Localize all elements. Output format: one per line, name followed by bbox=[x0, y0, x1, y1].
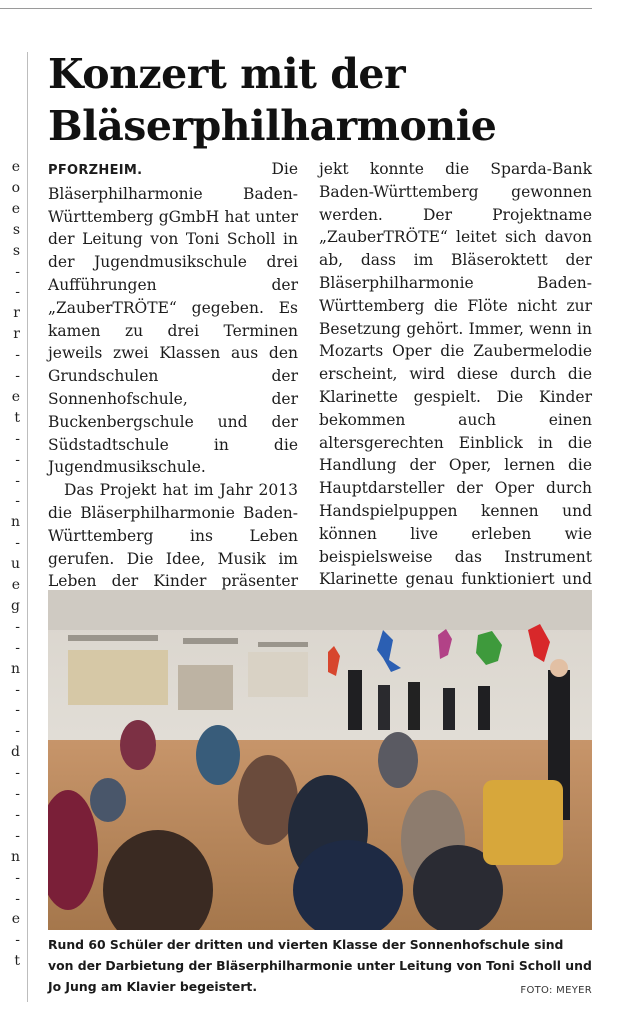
neighbor-fragment: - bbox=[15, 451, 20, 468]
paragraph-2: Das Projekt hat im Jahr 2013 die Bläserphilharmonie Baden-Württemberg ins Leben gerufen. Die Idee, Musik im Leben der Kinder präsenter bbox=[48, 481, 298, 591]
neighbor-fragment: - bbox=[15, 347, 20, 364]
neighbor-fragment: d bbox=[11, 744, 20, 761]
photo-caption: Rund 60 Schüler der dritten und vierten Klasse der Sonnenhofschule sind von der Darbietung der Bläserphilharmonie unter Leitung von Toni Scholl und Jo Jung am Klavier begeistert. bbox=[48, 937, 592, 994]
body-column-2 bbox=[319, 158, 592, 614]
neighbor-fragment: - bbox=[15, 618, 20, 635]
neighbor-fragment: - bbox=[15, 535, 20, 552]
neighbor-fragment: - bbox=[15, 827, 20, 844]
neighbor-fragment: - bbox=[15, 932, 20, 949]
neighbor-fragment: - bbox=[15, 263, 20, 280]
neighbor-fragment: - bbox=[15, 493, 20, 510]
neighbor-fragment: - bbox=[15, 368, 20, 384]
neighbor-fragment: - bbox=[15, 806, 20, 823]
neighbor-fragment: e bbox=[11, 577, 20, 593]
paragraph-3-text: jekt konnte die Sparda-Bank Baden-Württemberg gewonnen werden. Der Projektname „ZauberTRÖTE“ leitet sich davon ab, dass im Bläseroktett der Bläserphilharmonie Baden-Württemberg die Flöte nicht zur Besetzung gehört. Immer, wenn in Mozarts Oper die Zaubermelodie erscheint, wird diese durch die Klarinette gespielt. Die Kinder bekommen auch einen altersgerechten Einblick in die Handlung der Oper, lernen die Hauptdarsteller der Oper durch Handspielpuppen kennen und können live erleben wie beispielsweise das Instrument Klarinette genau funktioniert und bbox=[319, 160, 592, 589]
neighbor-fragment: n bbox=[10, 848, 20, 865]
column-divider bbox=[27, 52, 28, 1002]
neighbor-fragment: t bbox=[14, 953, 20, 970]
paragraph-3 bbox=[319, 158, 592, 614]
body-column-1 bbox=[48, 158, 298, 662]
neighbor-fragment: g bbox=[11, 597, 20, 614]
neighbor-fragment: n bbox=[10, 514, 20, 531]
photo-credit: FOTO: MEYER bbox=[520, 985, 592, 996]
neighbor-fragment: e bbox=[11, 159, 20, 175]
dateline: PFORZHEIM. bbox=[48, 163, 143, 178]
paragraph-1-text: Die Bläserphilharmonie Baden-Württemberg gGmbH hat unter der Leitung von Toni Scholl in der Jugendmusikschule drei Aufführungen der „ZauberTRÖTE“ gegeben. Es kamen zu drei Terminen jeweils zwei Klassen aus den Grundschulen der Sonnenhofschule, der Buckenbergschule und der Südstadtschule in die Jugendmusikschule. bbox=[48, 160, 298, 477]
neighbor-fragment: e bbox=[11, 200, 20, 217]
neighbor-fragment: - bbox=[15, 765, 20, 782]
neighbor-fragment: - bbox=[15, 284, 20, 301]
neighbor-fragment: - bbox=[15, 786, 20, 802]
neighbor-fragment: - bbox=[15, 639, 20, 656]
neighbor-fragment: - bbox=[15, 430, 20, 447]
headline: Konzert mit der Bläserphilharmonie bbox=[48, 50, 497, 150]
neighbor-fragment: - bbox=[15, 702, 20, 719]
neighbor-fragment: t bbox=[14, 409, 20, 426]
neighbor-fragment: s bbox=[12, 221, 20, 238]
neighbor-fragment: - bbox=[15, 869, 20, 886]
neighbor-fragment: u bbox=[10, 556, 20, 573]
neighbor-fragment: - bbox=[15, 723, 20, 740]
neighbor-fragment: r bbox=[13, 326, 20, 343]
neighbor-fragment: n bbox=[10, 660, 20, 677]
top-rule bbox=[0, 8, 592, 9]
neighbor-fragment: - bbox=[15, 681, 20, 698]
neighbor-fragment: - bbox=[15, 890, 20, 907]
paragraph-1 bbox=[48, 158, 298, 479]
neighbor-fragment: s bbox=[12, 242, 20, 259]
neighbor-fragment: o bbox=[11, 179, 20, 196]
neighbor-fragment: r bbox=[13, 305, 20, 322]
concert-photo-illustration bbox=[48, 590, 592, 930]
neighbor-fragment: - bbox=[15, 472, 20, 489]
neighbor-fragment: e bbox=[11, 388, 20, 405]
concert-photo bbox=[48, 590, 592, 930]
neighbor-fragment: e bbox=[11, 911, 20, 928]
